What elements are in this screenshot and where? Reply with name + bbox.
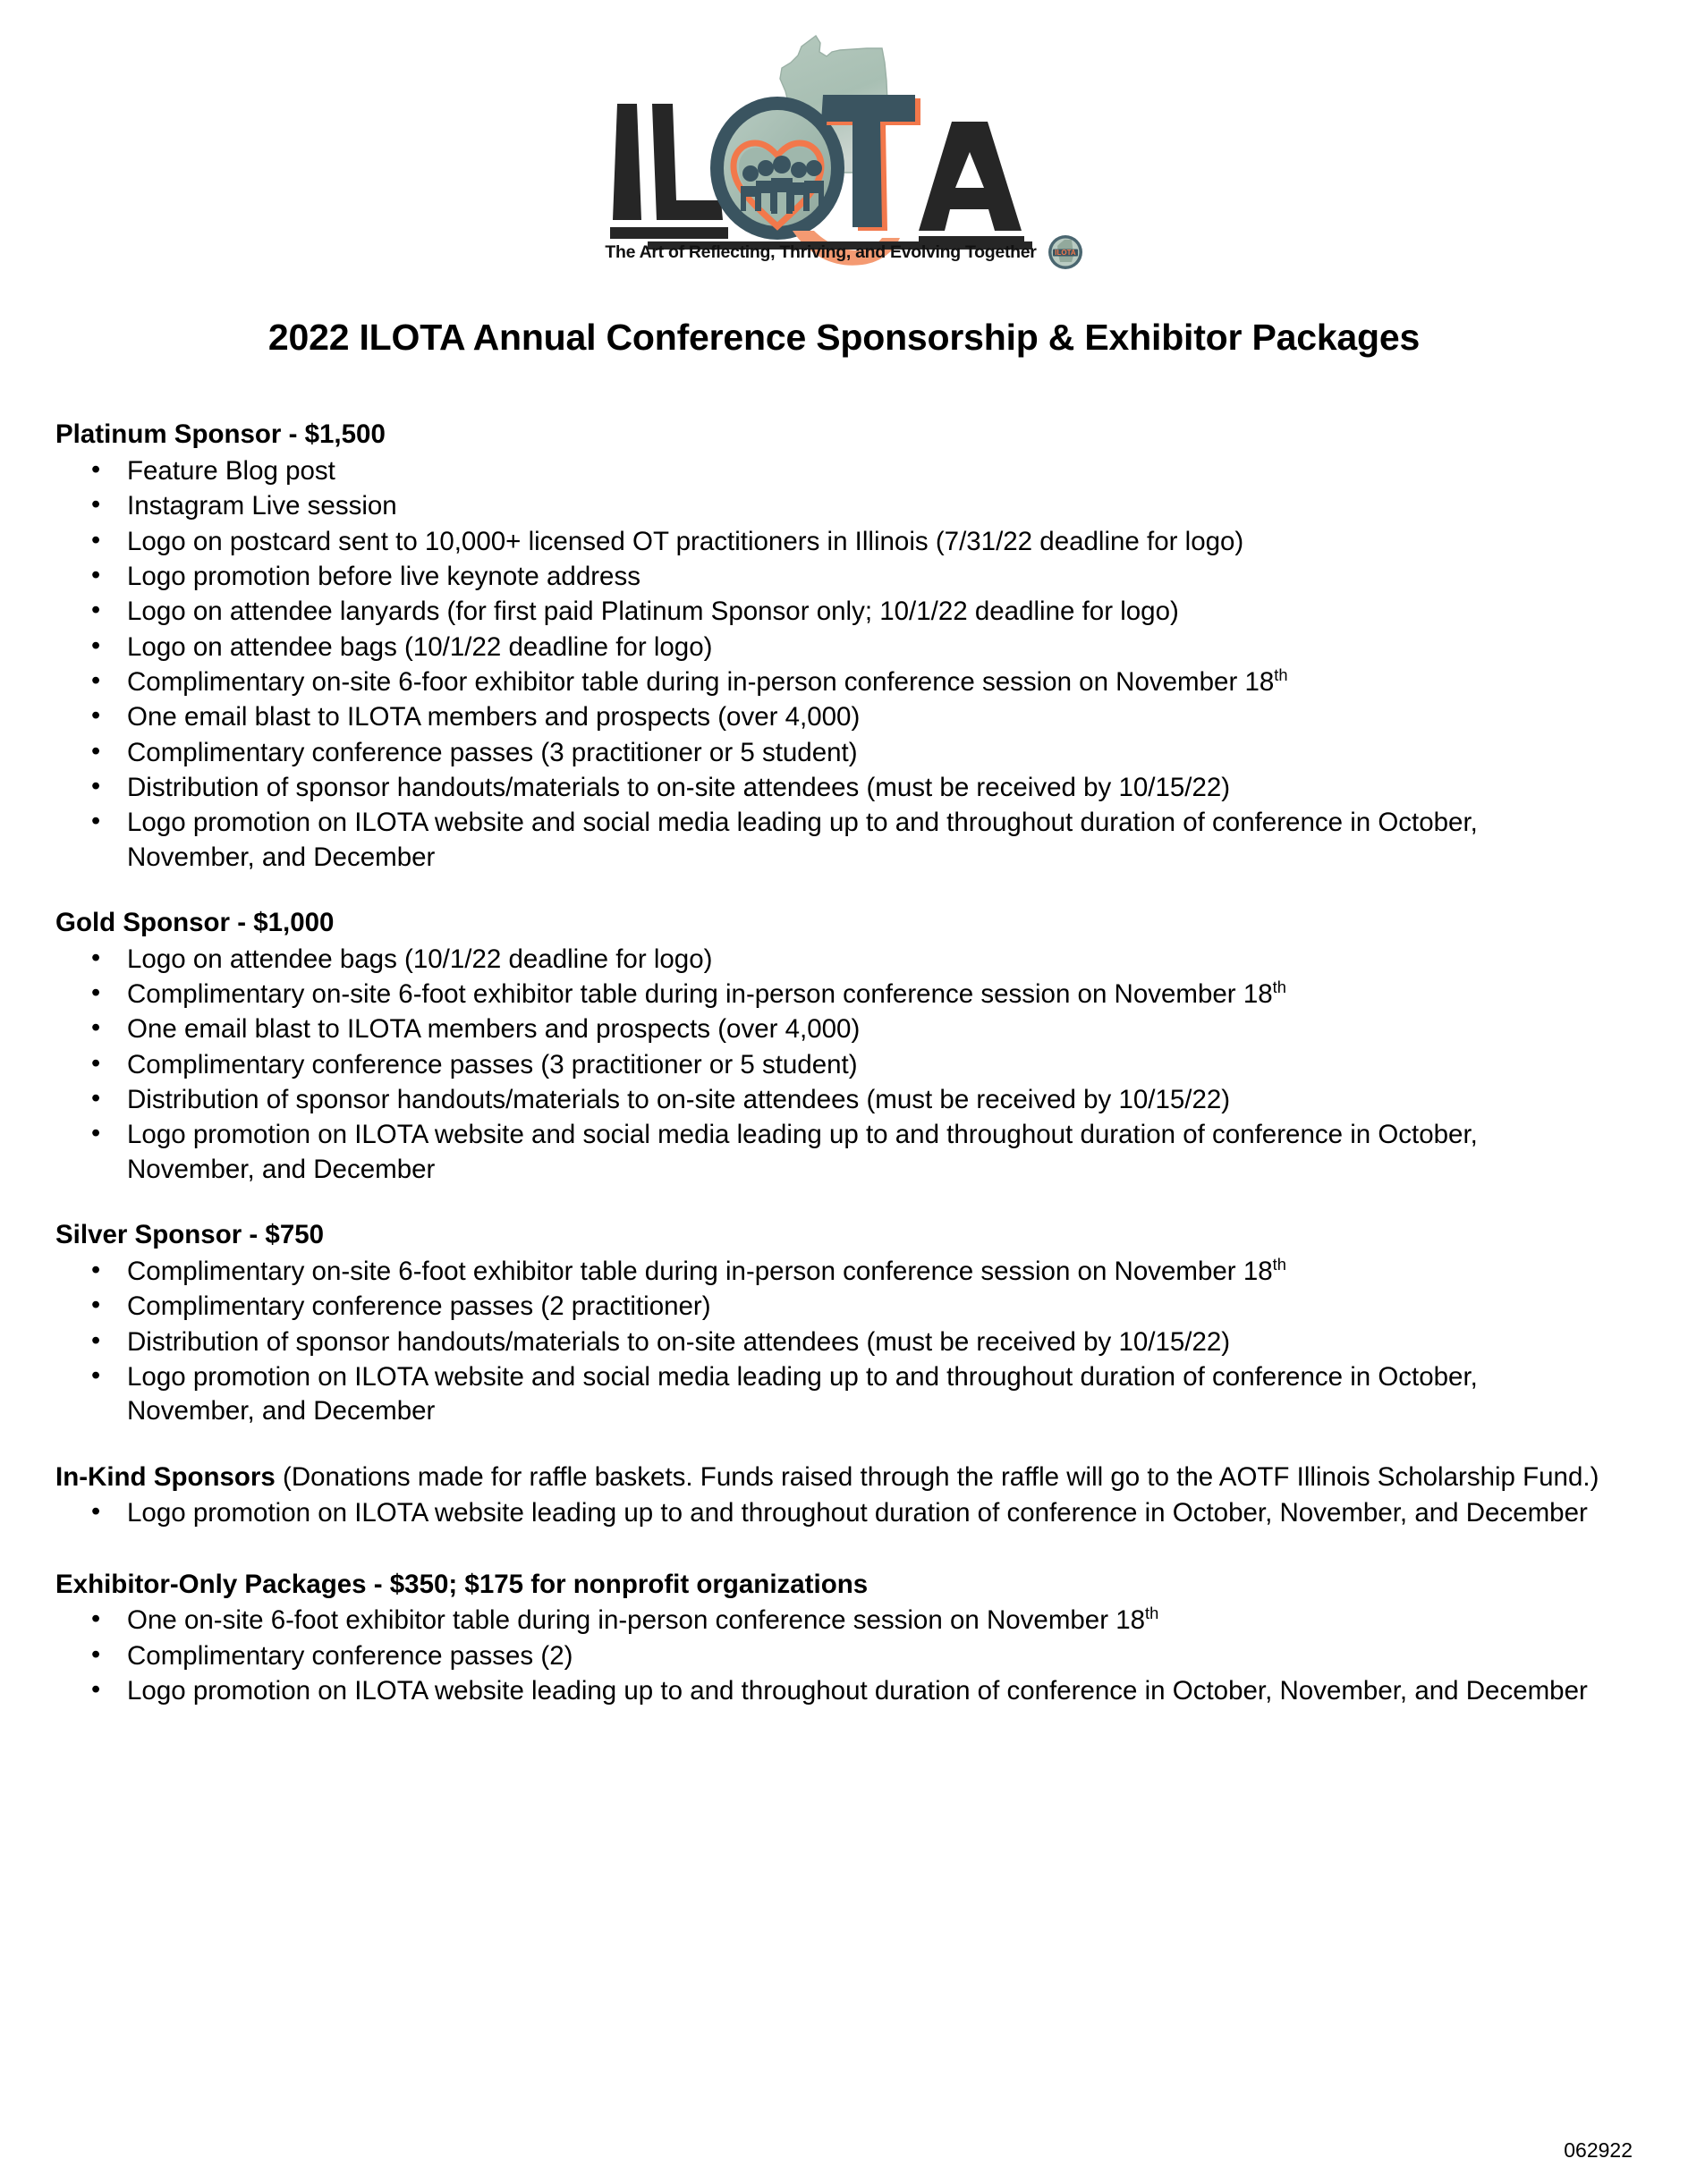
list-item [55, 595, 1590, 629]
bullet-text: Complimentary on-site 6-foot exhibitor table during in-person conference session on November 18 [127, 979, 1273, 1010]
ordinal-suffix: th [1272, 978, 1286, 997]
tagline-row [567, 234, 1122, 270]
bullet-text: Instagram Live session [127, 491, 397, 521]
list-item [55, 1325, 1590, 1359]
list-item [55, 1639, 1590, 1673]
list-item [55, 454, 1590, 488]
section-heading-in-kind [55, 1460, 1634, 1494]
section-gold [55, 906, 1634, 1187]
section-exhibitor-only [55, 1568, 1634, 1709]
ilota-logo [567, 16, 1122, 284]
bullet-text: Complimentary on-site 6-foor exhibitor table during in-person conference session on November 18 [127, 666, 1275, 697]
section-spacer [55, 1430, 1634, 1460]
list-item [55, 1674, 1590, 1708]
list-item [55, 1290, 1590, 1324]
bullet-text: Logo on attendee bags (10/1/22 deadline for logo) [127, 631, 713, 662]
logo-tagline: The Art of Reflecting, Thriving, and Evolving Together [605, 241, 1037, 262]
list-item [55, 736, 1590, 770]
section-heading-gold: Gold Sponsor - $1,000 [55, 908, 335, 938]
section-heading-silver: Silver Sponsor - $750 [55, 1220, 325, 1250]
logo-letter-a [919, 122, 1022, 231]
section-silver [55, 1218, 1634, 1428]
list-item [55, 771, 1590, 805]
ordinal-suffix: th [1145, 1604, 1159, 1623]
list-item [55, 1255, 1590, 1289]
list-item [55, 806, 1590, 875]
list-item [55, 560, 1590, 594]
packages-content [0, 418, 1688, 1708]
list-item [55, 1604, 1590, 1638]
section-heading-exhibitor-only: Exhibitor-Only Packages - $350; $175 for nonprofit organizations [55, 1569, 869, 1599]
list-item [55, 1118, 1590, 1187]
bullet-text: Complimentary conference passes (3 practitioner or 5 student) [127, 737, 858, 767]
section-spacer [55, 876, 1634, 906]
list-item [55, 700, 1590, 734]
list-item [55, 978, 1590, 1012]
bullet-text: Logo on attendee lanyards (for first paid Platinum Sponsor only; 10/1/22 deadline for logo) [127, 597, 1179, 627]
logo-letter-il [613, 104, 723, 220]
section-platinum [55, 418, 1634, 875]
ordinal-suffix: th [1274, 665, 1288, 685]
bullet-text: One email blast to ILOTA members and prospects (over 4,000) [127, 702, 861, 732]
ilota-logo-block [0, 0, 1688, 284]
bullet-text: Complimentary conference passes (3 practitioner or 5 student) [127, 1049, 858, 1079]
list-item [55, 631, 1590, 665]
bullet-text: One on-site 6-foot exhibitor table during in-person conference session on November 18 [127, 1605, 1146, 1636]
section-heading-platinum: Platinum Sponsor - $1,500 [55, 419, 386, 450]
list-item [55, 525, 1590, 559]
bullet-list-silver [55, 1255, 1634, 1429]
bullet-text: Logo promotion before live keynote address [127, 561, 640, 591]
section-heading-in-kind-bold: In-Kind Sponsors [55, 1461, 276, 1492]
bullet-text: Logo promotion on ILOTA website and social media leading up to and throughout duration of conference in October, November, and December [127, 1361, 1478, 1426]
bullet-text: Complimentary on-site 6-foot exhibitor table during in-person conference session on November 18 [127, 1256, 1273, 1286]
bullet-text: Logo promotion on ILOTA website leading up to and throughout duration of conference in October, November, and December [127, 1676, 1588, 1706]
bullet-text: Distribution of sponsor handouts/materials to on-site attendees (must be received by 10/15/22) [127, 772, 1231, 802]
list-item [55, 1083, 1590, 1117]
bullet-text: Complimentary conference passes (2) [127, 1640, 573, 1671]
section-spacer [55, 1188, 1634, 1218]
section-heading-in-kind-rest: (Donations made for raffle baskets. Funds raised through the raffle will go to the AOTF Illinois Scholarship Fund.) [275, 1461, 1599, 1492]
list-item [55, 1360, 1590, 1429]
section-in-kind [55, 1460, 1634, 1531]
bullet-text: Feature Blog post [127, 455, 335, 486]
list-item [55, 943, 1590, 977]
bullet-list-exhibitor-only [55, 1604, 1634, 1708]
list-item [55, 1012, 1590, 1046]
page-title: 2022 ILOTA Annual Conference Sponsorship & Exhibitor Packages [267, 317, 1421, 358]
badge-label: ILOTA [1054, 249, 1076, 258]
bullet-text: Logo promotion on ILOTA website and social media leading up to and throughout duration of conference in October, November, and December [127, 808, 1478, 872]
list-item [55, 1496, 1590, 1530]
bullet-text: Complimentary conference passes (2 practitioner) [127, 1291, 711, 1322]
document-footer-code: 062922 [1564, 2138, 1633, 2162]
bullet-list-in-kind [55, 1496, 1634, 1530]
bullet-list-gold [55, 943, 1634, 1187]
bullet-text: Distribution of sponsor handouts/materials to on-site attendees (must be received by 10/15/22) [127, 1326, 1231, 1357]
bullet-text: Logo promotion on ILOTA website and social media leading up to and throughout duration of conference in October, November, and December [127, 1120, 1478, 1184]
bullet-text: One email blast to ILOTA members and prospects (over 4,000) [127, 1014, 861, 1045]
bullet-text: Logo on attendee bags (10/1/22 deadline for logo) [127, 944, 713, 974]
bullet-text: Logo on postcard sent to 10,000+ licensed OT practitioners in Illinois (7/31/22 deadline for logo) [127, 526, 1244, 556]
list-item [55, 1048, 1590, 1082]
list-item [55, 489, 1590, 523]
ilota-badge-icon [1048, 234, 1083, 270]
bullet-text: Logo promotion on ILOTA website leading up to and throughout duration of conference in October, November, and December [127, 1498, 1588, 1528]
list-item [55, 665, 1590, 699]
bullet-text: Distribution of sponsor handouts/materials to on-site attendees (must be received by 10/15/22) [127, 1085, 1231, 1115]
bullet-list-platinum [55, 454, 1634, 875]
ordinal-suffix: th [1272, 1255, 1286, 1274]
section-spacer [55, 1532, 1634, 1568]
